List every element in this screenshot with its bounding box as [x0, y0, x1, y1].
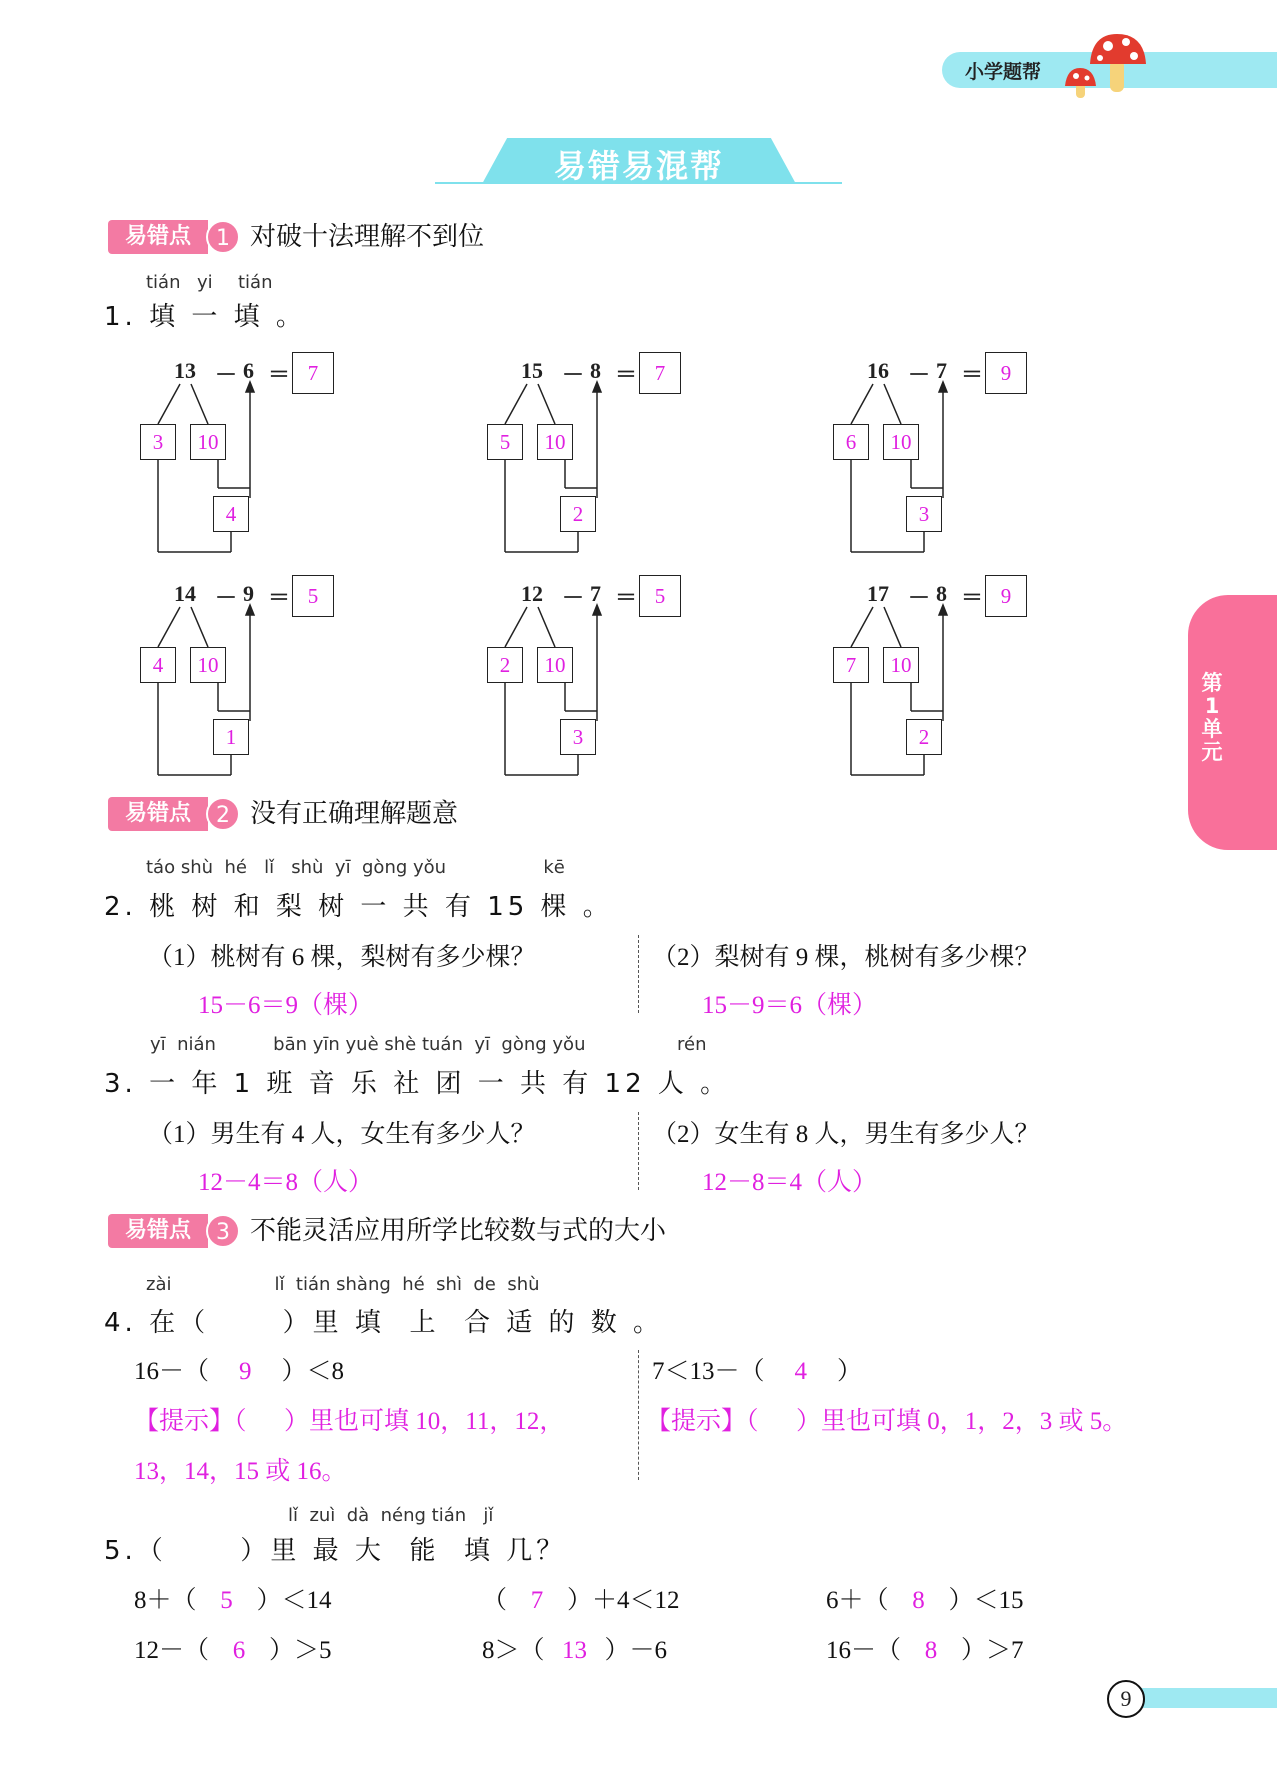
- question-2: 2. 桃 树 和 梨 树 一 共 有 15 棵 。: [104, 892, 613, 922]
- equals-sign: ＝: [615, 585, 638, 610]
- ten-box: 10: [190, 424, 226, 460]
- page-bar: [1140, 1688, 1277, 1708]
- equals-sign: ＝: [961, 362, 984, 387]
- ten-box: 10: [190, 647, 226, 683]
- fill-answer: 9: [239, 1358, 252, 1385]
- column-divider: [638, 935, 639, 1013]
- difference-box: 2: [906, 719, 942, 755]
- split-box: 6: [833, 424, 869, 460]
- expr-prefix: 16－（: [134, 1358, 210, 1385]
- mistake-point-number: 3: [206, 1214, 240, 1248]
- expr-suffix: ）＜8: [281, 1358, 345, 1385]
- minuend: 15: [521, 358, 543, 383]
- mistake-point-label: 易错点: [108, 797, 208, 831]
- difference-box: 2: [560, 496, 596, 532]
- mistake-point-title: 不能灵活应用所学比较数与式的大小: [250, 1216, 667, 1246]
- equals-sign: ＝: [961, 585, 984, 610]
- question-3-answer-1: 12－4＝8（人）: [198, 1169, 374, 1196]
- break-ten-diagram: [477, 581, 807, 781]
- fill-answer: 4: [794, 1358, 808, 1385]
- q4-right-hint: 【提示】（ ）里也可填 0，1，2，3 或 5。: [646, 1408, 1128, 1435]
- fill-answer: 13: [562, 1637, 588, 1664]
- minus-sign: －: [908, 362, 931, 387]
- minus-sign: －: [908, 585, 931, 610]
- expr-prefix: 8＞（: [482, 1637, 545, 1664]
- q5-item: [826, 1630, 1024, 1666]
- expr-suffix: ）－6: [604, 1637, 668, 1664]
- split-box: 2: [487, 647, 523, 683]
- split-box: 3: [140, 424, 176, 460]
- question-3-part-2: （2）女生有 8 人，男生有多少人？: [652, 1121, 1040, 1148]
- subtrahend: 9: [243, 581, 254, 606]
- expr-suffix: ）＜15: [948, 1587, 1024, 1614]
- break-ten-diagram: [130, 358, 460, 558]
- difference-box: 3: [906, 496, 942, 532]
- page-number: 9: [1107, 1680, 1145, 1718]
- minus-sign: －: [215, 362, 238, 387]
- subtrahend: 8: [936, 581, 947, 606]
- fill-answer: 8: [912, 1587, 925, 1614]
- ten-box: 10: [883, 647, 919, 683]
- subtrahend: 7: [936, 358, 947, 383]
- question-2-answer-2: 15－9＝6（棵）: [702, 992, 878, 1019]
- q4-left-hint-cont: 13，14，15 或 16。: [134, 1458, 347, 1485]
- expr-prefix: 6＋（: [826, 1587, 889, 1614]
- q5-item: [482, 1630, 667, 1666]
- question-3-part-1: （1）男生有 4 人，女生有多少人？: [148, 1121, 536, 1148]
- minus-sign: －: [562, 362, 585, 387]
- question-1: 1. 填 一 填 。: [104, 302, 306, 332]
- question-3: 3. 一 年 1 班 音 乐 社 团 一 共 有 12 人 。: [104, 1069, 731, 1099]
- equals-sign: ＝: [268, 585, 291, 610]
- question-3-answer-2: 12－8＝4（人）: [702, 1169, 878, 1196]
- subtrahend: 8: [590, 358, 601, 383]
- expr-suffix: ）＞5: [269, 1637, 332, 1664]
- expr-prefix: 7＜13－（: [652, 1358, 765, 1385]
- question-3-pinyin: yī nián bān yīn yuè shè tuán yī gòng yǒu rén: [150, 1034, 707, 1055]
- pinyin-word: tián: [238, 272, 273, 293]
- expr-prefix: 16－（: [826, 1637, 902, 1664]
- expr-prefix: 12－（: [134, 1637, 210, 1664]
- difference-box: 4: [213, 496, 249, 532]
- result-box: 5: [639, 575, 681, 617]
- split-box: 4: [140, 647, 176, 683]
- fill-answer: 6: [232, 1637, 246, 1664]
- q5-item: [134, 1630, 332, 1666]
- expr-prefix: 8＋（: [134, 1587, 197, 1614]
- result-box: 9: [985, 352, 1027, 394]
- question-2-part-1: （1）桃树有 6 棵，梨树有多少棵？: [148, 944, 536, 971]
- break-ten-diagram: [477, 358, 807, 558]
- mistake-point-title: 没有正确理解题意: [250, 799, 459, 829]
- fill-answer: 7: [530, 1587, 544, 1614]
- question-4: 4. 在（ ）里 填 上 合 适 的 数 。: [104, 1308, 664, 1338]
- mistake-point-title: 对破十法理解不到位: [250, 222, 485, 252]
- result-box: 7: [639, 352, 681, 394]
- question-2-part-2: （2）梨树有 9 棵，桃树有多少棵？: [652, 944, 1040, 971]
- difference-box: 1: [213, 719, 249, 755]
- fill-answer: 8: [924, 1637, 938, 1664]
- split-box: 5: [487, 424, 523, 460]
- column-divider: [638, 1350, 639, 1480]
- mistake-point-number: 2: [206, 797, 240, 831]
- question-2-pinyin: táo shù hé lǐ shù yī gòng yǒu kē: [146, 857, 565, 878]
- minus-sign: －: [562, 585, 585, 610]
- mistake-point-label: 易错点: [108, 1214, 208, 1248]
- mistake-point-number: 1: [206, 220, 240, 254]
- break-ten-diagram: [130, 581, 460, 781]
- q5-item: [482, 1580, 680, 1616]
- expr-suffix: ）＞7: [961, 1637, 1024, 1664]
- expr-suffix: ）＜14: [256, 1587, 332, 1614]
- break-ten-diagram: [823, 358, 1153, 558]
- ten-box: 10: [537, 424, 573, 460]
- result-box: 5: [292, 575, 334, 617]
- column-divider: [638, 1112, 639, 1190]
- question-4-pinyin: zài lǐ tián shàng hé shì de shù: [146, 1274, 540, 1295]
- unit-tab-label: 第1单元: [1201, 671, 1223, 764]
- q5-item: [134, 1580, 332, 1616]
- equals-sign: ＝: [615, 362, 638, 387]
- question-5-pinyin: lǐ zuì dà néng tián jǐ: [288, 1505, 494, 1526]
- expr-prefix: （: [482, 1587, 508, 1614]
- fill-answer: 5: [220, 1587, 233, 1614]
- q4-right-expression: [652, 1351, 862, 1387]
- brand-name: 小学题帮: [965, 61, 1042, 83]
- minuend: 12: [521, 581, 543, 606]
- break-ten-diagram: [823, 581, 1153, 781]
- result-box: 7: [292, 352, 334, 394]
- pinyin-word: yi: [197, 272, 213, 293]
- minus-sign: －: [215, 585, 238, 610]
- minuend: 13: [174, 358, 196, 383]
- question-2-answer-1: 15－6＝9（棵）: [198, 992, 374, 1019]
- q4-left-expression: [134, 1351, 344, 1387]
- pinyin-word: tián: [146, 272, 181, 293]
- minuend: 16: [867, 358, 889, 383]
- ten-box: 10: [883, 424, 919, 460]
- q5-item: [826, 1580, 1024, 1616]
- difference-box: 3: [560, 719, 596, 755]
- page-title: 易错易混帮: [553, 147, 724, 185]
- equals-sign: ＝: [268, 362, 291, 387]
- expr-suffix: ）＋4＜12: [567, 1587, 680, 1614]
- question-5: 5.（ ）里 最 大 能 填 几？: [104, 1536, 567, 1566]
- expr-suffix: ）: [837, 1358, 863, 1385]
- q4-left-hint: 【提示】（ ）里也可填 10，11，12，: [134, 1408, 565, 1435]
- mushroom-icon: [1062, 30, 1152, 102]
- subtrahend: 6: [243, 358, 254, 383]
- subtrahend: 7: [590, 581, 601, 606]
- minuend: 17: [867, 581, 889, 606]
- split-box: 7: [833, 647, 869, 683]
- result-box: 9: [985, 575, 1027, 617]
- minuend: 14: [174, 581, 196, 606]
- mistake-point-label: 易错点: [108, 220, 208, 254]
- ten-box: 10: [537, 647, 573, 683]
